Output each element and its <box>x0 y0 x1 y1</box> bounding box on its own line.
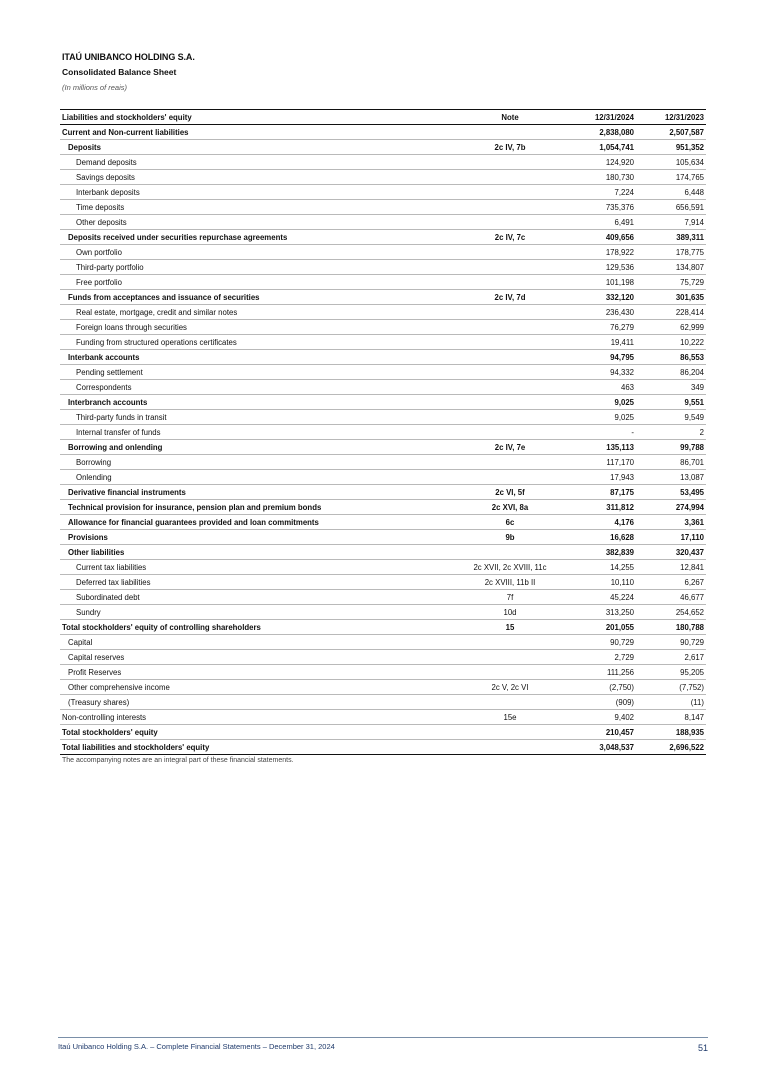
row-label: Borrowing <box>60 455 454 470</box>
page-number: 51 <box>697 1043 708 1053</box>
row-value-2023: 389,311 <box>636 230 706 245</box>
row-value-2023: 2 <box>636 425 706 440</box>
row-value-2024: 409,656 <box>566 230 636 245</box>
row-note: 7f <box>454 590 566 605</box>
row-value-2024: 87,175 <box>566 485 636 500</box>
row-value-2024: 10,110 <box>566 575 636 590</box>
row-note <box>454 365 566 380</box>
row-label: Savings deposits <box>60 170 454 185</box>
row-value-2024: 332,120 <box>566 290 636 305</box>
row-note <box>454 170 566 185</box>
row-value-2024: 2,838,080 <box>566 125 636 140</box>
row-note: 2c V, 2c VI <box>454 680 566 695</box>
table-row <box>60 650 706 665</box>
row-value-2023: 7,914 <box>636 215 706 230</box>
row-note <box>454 245 566 260</box>
row-value-2024: 19,411 <box>566 335 636 350</box>
row-note <box>454 125 566 140</box>
table-row <box>60 125 706 140</box>
row-label: Allowance for financial guarantees provided and loan commitments <box>60 515 454 530</box>
row-value-2024: 6,491 <box>566 215 636 230</box>
column-header-2024: 12/31/2024 <box>566 110 636 125</box>
row-note <box>454 335 566 350</box>
row-value-2023: 17,110 <box>636 530 706 545</box>
row-label: Other comprehensive income <box>60 680 454 695</box>
row-label: Profit Reserves <box>60 665 454 680</box>
table-row <box>60 410 706 425</box>
table-row <box>60 245 706 260</box>
row-label: Own portfolio <box>60 245 454 260</box>
row-note <box>454 260 566 275</box>
row-value-2023: 228,414 <box>636 305 706 320</box>
row-value-2024: 178,922 <box>566 245 636 260</box>
row-value-2023: (7,752) <box>636 680 706 695</box>
row-value-2024: 117,170 <box>566 455 636 470</box>
row-label: Capital reserves <box>60 650 454 665</box>
footer-divider <box>58 1037 708 1038</box>
table-row <box>60 485 706 500</box>
table-row <box>60 350 706 365</box>
row-label: Capital <box>60 635 454 650</box>
row-label: Non-controlling interests <box>60 710 454 725</box>
row-value-2023: 6,448 <box>636 185 706 200</box>
row-value-2024: (909) <box>566 695 636 710</box>
row-label: Subordinated debt <box>60 590 454 605</box>
table-row <box>60 695 706 710</box>
row-value-2024: 9,402 <box>566 710 636 725</box>
row-note <box>454 395 566 410</box>
row-value-2024: 94,795 <box>566 350 636 365</box>
row-value-2024: 463 <box>566 380 636 395</box>
table-row <box>60 530 706 545</box>
row-value-2023: 254,652 <box>636 605 706 620</box>
row-value-2024: 101,198 <box>566 275 636 290</box>
row-value-2024: (2,750) <box>566 680 636 695</box>
row-value-2023: 3,361 <box>636 515 706 530</box>
row-value-2024: 17,943 <box>566 470 636 485</box>
row-note <box>454 200 566 215</box>
row-label: Other deposits <box>60 215 454 230</box>
company-name: ITAÚ UNIBANCO HOLDING S.A. <box>62 52 195 62</box>
row-value-2023: 95,205 <box>636 665 706 680</box>
row-label: Interbank accounts <box>60 350 454 365</box>
row-note <box>454 185 566 200</box>
row-label: Deposits <box>60 140 454 155</box>
row-value-2023: 178,775 <box>636 245 706 260</box>
table-row <box>60 575 706 590</box>
row-note <box>454 410 566 425</box>
row-note <box>454 545 566 560</box>
row-label: Interbranch accounts <box>60 395 454 410</box>
row-value-2023: 180,788 <box>636 620 706 635</box>
table-row <box>60 680 706 695</box>
table-row <box>60 320 706 335</box>
row-note <box>454 305 566 320</box>
row-note <box>454 665 566 680</box>
table-row <box>60 665 706 680</box>
table-row <box>60 155 706 170</box>
row-value-2024: 210,457 <box>566 725 636 740</box>
row-value-2023: 134,807 <box>636 260 706 275</box>
row-note: 15e <box>454 710 566 725</box>
table-row <box>60 305 706 320</box>
row-note <box>454 725 566 740</box>
row-value-2023: 86,553 <box>636 350 706 365</box>
row-value-2024: 236,430 <box>566 305 636 320</box>
table-row <box>60 440 706 455</box>
table-row <box>60 200 706 215</box>
table-row <box>60 275 706 290</box>
table-row <box>60 500 706 515</box>
row-label: Other liabilities <box>60 545 454 560</box>
statement-title: Consolidated Balance Sheet <box>62 67 177 77</box>
table-row <box>60 365 706 380</box>
table-body <box>60 125 706 755</box>
row-value-2023: 6,267 <box>636 575 706 590</box>
row-note <box>454 470 566 485</box>
table-row <box>60 710 706 725</box>
row-note <box>454 635 566 650</box>
row-label: Total liabilities and stockholders' equity <box>60 740 454 755</box>
row-label: Pending settlement <box>60 365 454 380</box>
table-row <box>60 260 706 275</box>
table-row <box>60 725 706 740</box>
row-value-2024: 45,224 <box>566 590 636 605</box>
row-value-2024: 2,729 <box>566 650 636 665</box>
table-row <box>60 635 706 650</box>
table-row <box>60 515 706 530</box>
table-row <box>60 740 706 755</box>
table-row <box>60 395 706 410</box>
table-row <box>60 425 706 440</box>
row-label: Total stockholders' equity <box>60 725 454 740</box>
row-value-2024: 14,255 <box>566 560 636 575</box>
row-value-2023: 86,701 <box>636 455 706 470</box>
row-note <box>454 320 566 335</box>
row-label: Free portfolio <box>60 275 454 290</box>
row-note <box>454 350 566 365</box>
row-value-2024: 16,628 <box>566 530 636 545</box>
row-value-2023: 2,507,587 <box>636 125 706 140</box>
row-value-2023: 274,994 <box>636 500 706 515</box>
row-value-2023: 349 <box>636 380 706 395</box>
row-note: 2c IV, 7e <box>454 440 566 455</box>
footer-text: Itaú Unibanco Holding S.A. – Complete Financial Statements – December 31, 2024 <box>58 1042 335 1051</box>
row-note <box>454 695 566 710</box>
row-value-2023: 188,935 <box>636 725 706 740</box>
row-note <box>454 380 566 395</box>
row-value-2023: 12,841 <box>636 560 706 575</box>
row-note <box>454 455 566 470</box>
row-value-2024: 735,376 <box>566 200 636 215</box>
row-note <box>454 425 566 440</box>
row-label: Interbank deposits <box>60 185 454 200</box>
row-note: 2c VI, 5f <box>454 485 566 500</box>
row-label: Total stockholders' equity of controlling shareholders <box>60 620 454 635</box>
table-row <box>60 470 706 485</box>
row-label: Sundry <box>60 605 454 620</box>
row-label: Deposits received under securities repurchase agreements <box>60 230 454 245</box>
row-value-2024: 94,332 <box>566 365 636 380</box>
row-value-2024: 9,025 <box>566 410 636 425</box>
row-note: 2c XVI, 8a <box>454 500 566 515</box>
row-value-2024: 124,920 <box>566 155 636 170</box>
table-row <box>60 380 706 395</box>
row-value-2024: 3,048,537 <box>566 740 636 755</box>
row-value-2023: 75,729 <box>636 275 706 290</box>
row-value-2023: 2,696,522 <box>636 740 706 755</box>
row-value-2023: 301,635 <box>636 290 706 305</box>
row-label: Real estate, mortgage, credit and similar notes <box>60 305 454 320</box>
row-value-2024: 311,812 <box>566 500 636 515</box>
balance-sheet-table <box>60 109 706 755</box>
row-value-2024: 76,279 <box>566 320 636 335</box>
row-label: Demand deposits <box>60 155 454 170</box>
row-label: Deferred tax liabilities <box>60 575 454 590</box>
table-row <box>60 140 706 155</box>
row-value-2024: 201,055 <box>566 620 636 635</box>
table-row <box>60 335 706 350</box>
column-header-note: Note <box>454 110 566 125</box>
row-value-2024: 90,729 <box>566 635 636 650</box>
row-value-2024: 9,025 <box>566 395 636 410</box>
row-value-2023: (11) <box>636 695 706 710</box>
row-note: 10d <box>454 605 566 620</box>
table-row <box>60 230 706 245</box>
row-label: Onlending <box>60 470 454 485</box>
row-note <box>454 155 566 170</box>
row-value-2024: 135,113 <box>566 440 636 455</box>
row-value-2023: 105,634 <box>636 155 706 170</box>
row-note: 2c IV, 7c <box>454 230 566 245</box>
row-label: Current tax liabilities <box>60 560 454 575</box>
row-note: 2c XVIII, 11b II <box>454 575 566 590</box>
row-note <box>454 740 566 755</box>
units-caption: (In millions of reais) <box>62 83 128 92</box>
row-label: (Treasury shares) <box>60 695 454 710</box>
row-label: Time deposits <box>60 200 454 215</box>
row-value-2023: 13,087 <box>636 470 706 485</box>
column-header-description: Liabilities and stockholders' equity <box>60 110 454 125</box>
row-note: 15 <box>454 620 566 635</box>
row-label: Internal transfer of funds <box>60 425 454 440</box>
row-label: Funding from structured operations certificates <box>60 335 454 350</box>
row-value-2024: 313,250 <box>566 605 636 620</box>
row-value-2023: 9,551 <box>636 395 706 410</box>
footnote: The accompanying notes are an integral part of these financial statements. <box>62 757 294 764</box>
row-label: Technical provision for insurance, pension plan and premium bonds <box>60 500 454 515</box>
row-value-2023: 90,729 <box>636 635 706 650</box>
row-value-2023: 46,677 <box>636 590 706 605</box>
table-row <box>60 590 706 605</box>
row-value-2024: 111,256 <box>566 665 636 680</box>
row-value-2024: 129,536 <box>566 260 636 275</box>
row-label: Funds from acceptances and issuance of securities <box>60 290 454 305</box>
column-header-2023: 12/31/2023 <box>636 110 706 125</box>
table-row <box>60 560 706 575</box>
row-note <box>454 650 566 665</box>
row-label: Derivative financial instruments <box>60 485 454 500</box>
row-note: 6c <box>454 515 566 530</box>
table-row <box>60 605 706 620</box>
row-value-2023: 9,549 <box>636 410 706 425</box>
row-label: Borrowing and onlending <box>60 440 454 455</box>
row-value-2023: 10,222 <box>636 335 706 350</box>
row-label: Foreign loans through securities <box>60 320 454 335</box>
row-note: 9b <box>454 530 566 545</box>
table-row <box>60 545 706 560</box>
table-row <box>60 290 706 305</box>
row-label: Correspondents <box>60 380 454 395</box>
row-note: 2c IV, 7d <box>454 290 566 305</box>
row-value-2024: 4,176 <box>566 515 636 530</box>
row-value-2023: 53,495 <box>636 485 706 500</box>
row-label: Provisions <box>60 530 454 545</box>
row-value-2024: 7,224 <box>566 185 636 200</box>
row-note <box>454 275 566 290</box>
table-row <box>60 185 706 200</box>
row-value-2023: 174,765 <box>636 170 706 185</box>
row-value-2024: 1,054,741 <box>566 140 636 155</box>
row-value-2023: 951,352 <box>636 140 706 155</box>
row-label: Third-party portfolio <box>60 260 454 275</box>
row-value-2024: - <box>566 425 636 440</box>
row-value-2023: 99,788 <box>636 440 706 455</box>
row-label: Third-party funds in transit <box>60 410 454 425</box>
row-value-2023: 62,999 <box>636 320 706 335</box>
table-header-row <box>60 110 706 125</box>
row-note: 2c XVII, 2c XVIII, 11c <box>454 560 566 575</box>
row-value-2023: 320,437 <box>636 545 706 560</box>
row-note <box>454 215 566 230</box>
row-value-2023: 8,147 <box>636 710 706 725</box>
row-value-2023: 656,591 <box>636 200 706 215</box>
table-row <box>60 170 706 185</box>
row-value-2024: 382,839 <box>566 545 636 560</box>
row-label: Current and Non-current liabilities <box>60 125 454 140</box>
table-row <box>60 215 706 230</box>
row-value-2023: 86,204 <box>636 365 706 380</box>
table-row <box>60 620 706 635</box>
row-value-2024: 180,730 <box>566 170 636 185</box>
row-note: 2c IV, 7b <box>454 140 566 155</box>
table-row <box>60 455 706 470</box>
row-value-2023: 2,617 <box>636 650 706 665</box>
